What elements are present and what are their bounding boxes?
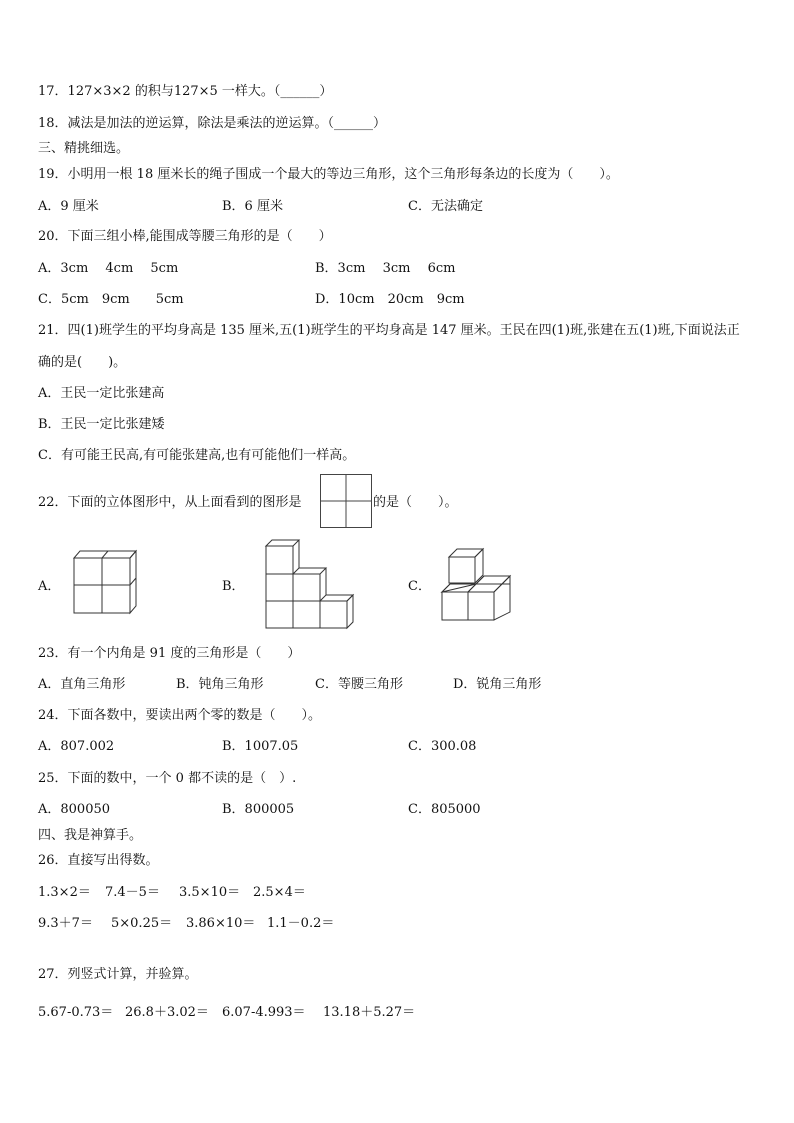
question-21-line-1: 21．四(1)班学生的平均身高是 135 厘米,五(1)班学生的平均身高是 147 厘米。王民在四(1)班,张建在五(1)班,下面说法正: [38, 323, 740, 338]
q24-option-c: C．300.08: [408, 739, 477, 754]
q26-calc: 3.5×10＝: [179, 885, 241, 900]
q25-option-a: A．800050: [38, 802, 111, 817]
q27-calc: 5.67-0.73＝: [38, 1005, 114, 1020]
q22-option-b: B．: [222, 579, 245, 594]
q24-option-a: A．807.002: [38, 739, 115, 754]
q22-option-c: C．: [408, 579, 431, 594]
question-21-line-2: 确的是( )。: [38, 355, 127, 370]
question-20: 20．下面三组小棒,能围成等腰三角形的是（ ）: [38, 229, 332, 244]
q26-calc: 1.3×2＝: [38, 885, 91, 900]
q23-option-d: D．锐角三角形: [453, 677, 542, 692]
q20-option-a: A．3cm 4cm 5cm: [38, 261, 179, 276]
q19-option-a: A．9 厘米: [38, 199, 99, 214]
q26-calc: 1.1－0.2＝: [267, 916, 335, 931]
question-25: 25．下面的数中，一个 0 都不读的是（ ）.: [38, 771, 297, 786]
question-26: 26．直接写出得数。: [38, 853, 159, 868]
cube-figure-a: [72, 548, 138, 616]
q24-option-b: B．1007.05: [222, 739, 299, 754]
q27-calc: 13.18＋5.27＝: [323, 1005, 416, 1020]
q21-option-a: A．王民一定比张建高: [38, 386, 165, 401]
question-17: 17．127×3×2 的积与127×5 一样大。（______）: [38, 84, 333, 99]
q23-option-b: B．钝角三角形: [176, 677, 264, 692]
q21-option-b: B．王民一定比张建矮: [38, 417, 165, 432]
q21-option-c: C．有可能王民高,有可能张建高,也有可能他们一样高。: [38, 448, 356, 463]
q26-calc: 9.3＋7＝: [38, 916, 93, 931]
question-18: 18．减法是加法的逆运算，除法是乘法的逆运算。（______）: [38, 116, 387, 131]
cube-figure-b: [263, 538, 355, 632]
top-view-grid-figure: [320, 474, 372, 528]
section-3-title: 三、精挑细选。: [38, 141, 130, 156]
q23-option-c: C．等腰三角形: [315, 677, 403, 692]
question-22-before: 22．下面的立体图形中，从上面看到的图形是: [38, 495, 302, 510]
q27-calc: 6.07-4.993＝: [222, 1005, 306, 1020]
q19-option-b: B．6 厘米: [222, 199, 283, 214]
cube-figure-c: [440, 546, 514, 624]
q20-option-b: B．3cm 3cm 6cm: [315, 261, 456, 276]
question-22-after: 的是（ ）。: [373, 495, 458, 510]
question-27: 27．列竖式计算，并验算。: [38, 967, 198, 982]
q25-option-b: B．800005: [222, 802, 295, 817]
question-19: 19．小明用一根 18 厘米长的绳子围成一个最大的等边三角形，这个三角形每条边的长度为（ ）。: [38, 167, 619, 182]
question-23: 23．有一个内角是 91 度的三角形是（ ）: [38, 646, 301, 661]
q20-option-c: C．5cm 9cm 5cm: [38, 292, 184, 307]
q26-calc: 5×0.25＝: [111, 916, 173, 931]
q27-calc: 26.8＋3.02＝: [125, 1005, 209, 1020]
q25-option-c: C．805000: [408, 802, 481, 817]
q22-option-a: A．: [38, 579, 61, 594]
q19-option-c: C．无法确定: [408, 199, 483, 214]
q20-option-d: D．10cm 20cm 9cm: [315, 292, 465, 307]
question-24: 24．下面各数中，要读出两个零的数是（ ）。: [38, 708, 322, 723]
q26-calc: 7.4－5＝: [105, 885, 160, 900]
q26-calc: 2.5×4＝: [253, 885, 306, 900]
q26-calc: 3.86×10＝: [186, 916, 256, 931]
section-4-title: 四、我是神算手。: [38, 828, 143, 843]
q23-option-a: A．直角三角形: [38, 677, 126, 692]
